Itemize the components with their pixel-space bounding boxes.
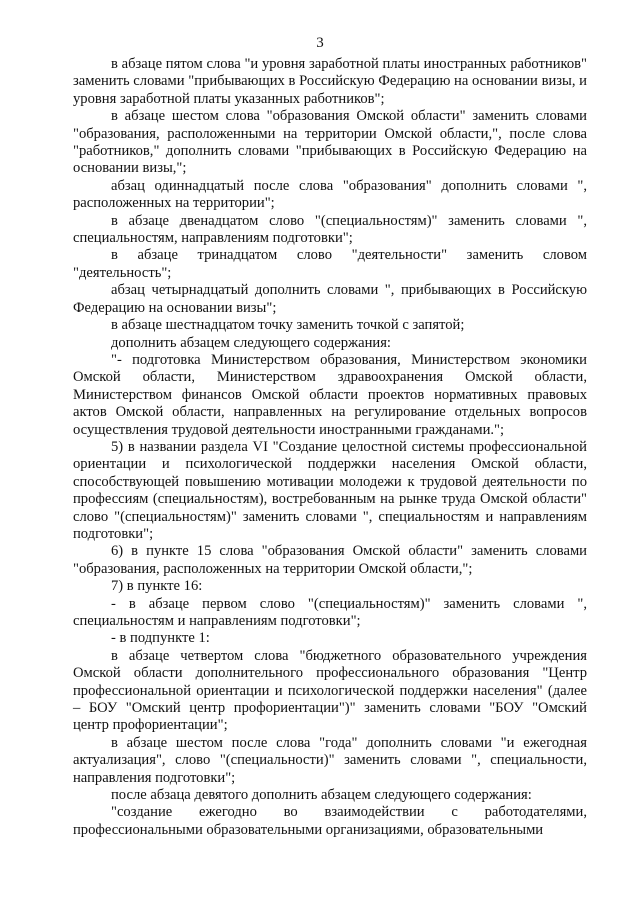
paragraph-item-6: 6) в пункте 15 слова "образования Омской области" заменить словами "образования, расположенных на территории Омской области,"; bbox=[73, 543, 587, 577]
page-number: 3 bbox=[316, 35, 324, 51]
paragraph-item-7: 7) в пункте 16: bbox=[111, 578, 203, 595]
paragraph-subitem-abzac-6: в абзаце шестом после слова "года" дополнить словами "и ежегодная актуализация", слово "(специальности)" заменить словами ", специальности, направления подготовки"; bbox=[73, 734, 587, 786]
paragraph-amendment-abzac-6: в абзаце шестом слова "образования Омской области" заменить словами "образования, расположенными на территории Омской области,", после слова "работников," дополнить словами "прибывающих в Российскую Федерацию на основании визы,"; bbox=[73, 108, 587, 177]
paragraph-amendment-abzac-16: в абзаце шестнадцатом точку заменить точкой с запятой; bbox=[111, 317, 465, 334]
paragraph-item-5: 5) в названии раздела VI "Создание целостной системы профессиональной ориентации и психологической поддержки населения Омской области, способствующей повышению мотивации молодежи к трудовой деятельности по профессиям (специальностям), востребованным на рынке труда Омской области" слово "(специальностям)" заменить словами ", специальностям и направлениям подготовки"; bbox=[73, 438, 587, 542]
paragraph-amendment-abzac-12: в абзаце двенадцатом слово "(специальностям)" заменить словами ", специальностям, направлениям подготовки"; bbox=[73, 212, 587, 247]
paragraph-after-abzac-9: после абзаца девятого дополнить абзацем следующего содержания: bbox=[111, 787, 532, 804]
paragraph-item-7-abzac-1: - в абзаце первом слово "(специальностям)" заменить словами ", специальностям и направлениям подготовки"; bbox=[73, 595, 587, 629]
paragraph-amendment-abzac-5: в абзаце пятом слова "и уровня заработной платы иностранных работников" заменить словами "прибывающих в Российскую Федерацию на основании визы, и уровня заработной платы указанных работников"; bbox=[73, 56, 587, 107]
paragraph-amendment-abzac-11: абзац одиннадцатый после слова "образования" дополнить словами ", расположенных на территории"; bbox=[73, 177, 587, 212]
paragraph-amendment-abzac-13: в абзаце тринадцатом слово "деятельности" заменить словом "деятельность"; bbox=[73, 247, 587, 281]
paragraph-quoted-addition: "- подготовка Министерством образования, Министерством экономики Омской области, Министерством здравоохранения Омской области, Министерством финансов Омской области проектов нормативных правовых актов Омской области, направленных на регулирование отдельных вопросов осуществления трудовой деятельности иностранными гражданами."; bbox=[73, 351, 587, 438]
paragraph-item-7-subitem-1: - в подпункте 1: bbox=[111, 630, 210, 647]
paragraph-quoted-creation: "создание ежегодно во взаимодействии с работодателями, профессиональными образовательными организациями, образовательными bbox=[73, 804, 587, 838]
paragraph-amendment-abzac-14: абзац четырнадцатый дополнить словами ", прибывающих в Российскую Федерацию на основании визы"; bbox=[73, 282, 587, 316]
paragraph-add-abzac: дополнить абзацем следующего содержания: bbox=[111, 334, 391, 351]
document-body bbox=[73, 56, 587, 839]
paragraph-subitem-abzac-4: в абзаце четвертом слова "бюджетного образовательного учреждения Омской области дополнительного профессионального образования "Центр профессиональной ориентации и психологической поддержки населения" (далее – БОУ "Омский центр профориентации")" заменить словами "БОУ "Омский центр профориентации"; bbox=[73, 647, 587, 734]
